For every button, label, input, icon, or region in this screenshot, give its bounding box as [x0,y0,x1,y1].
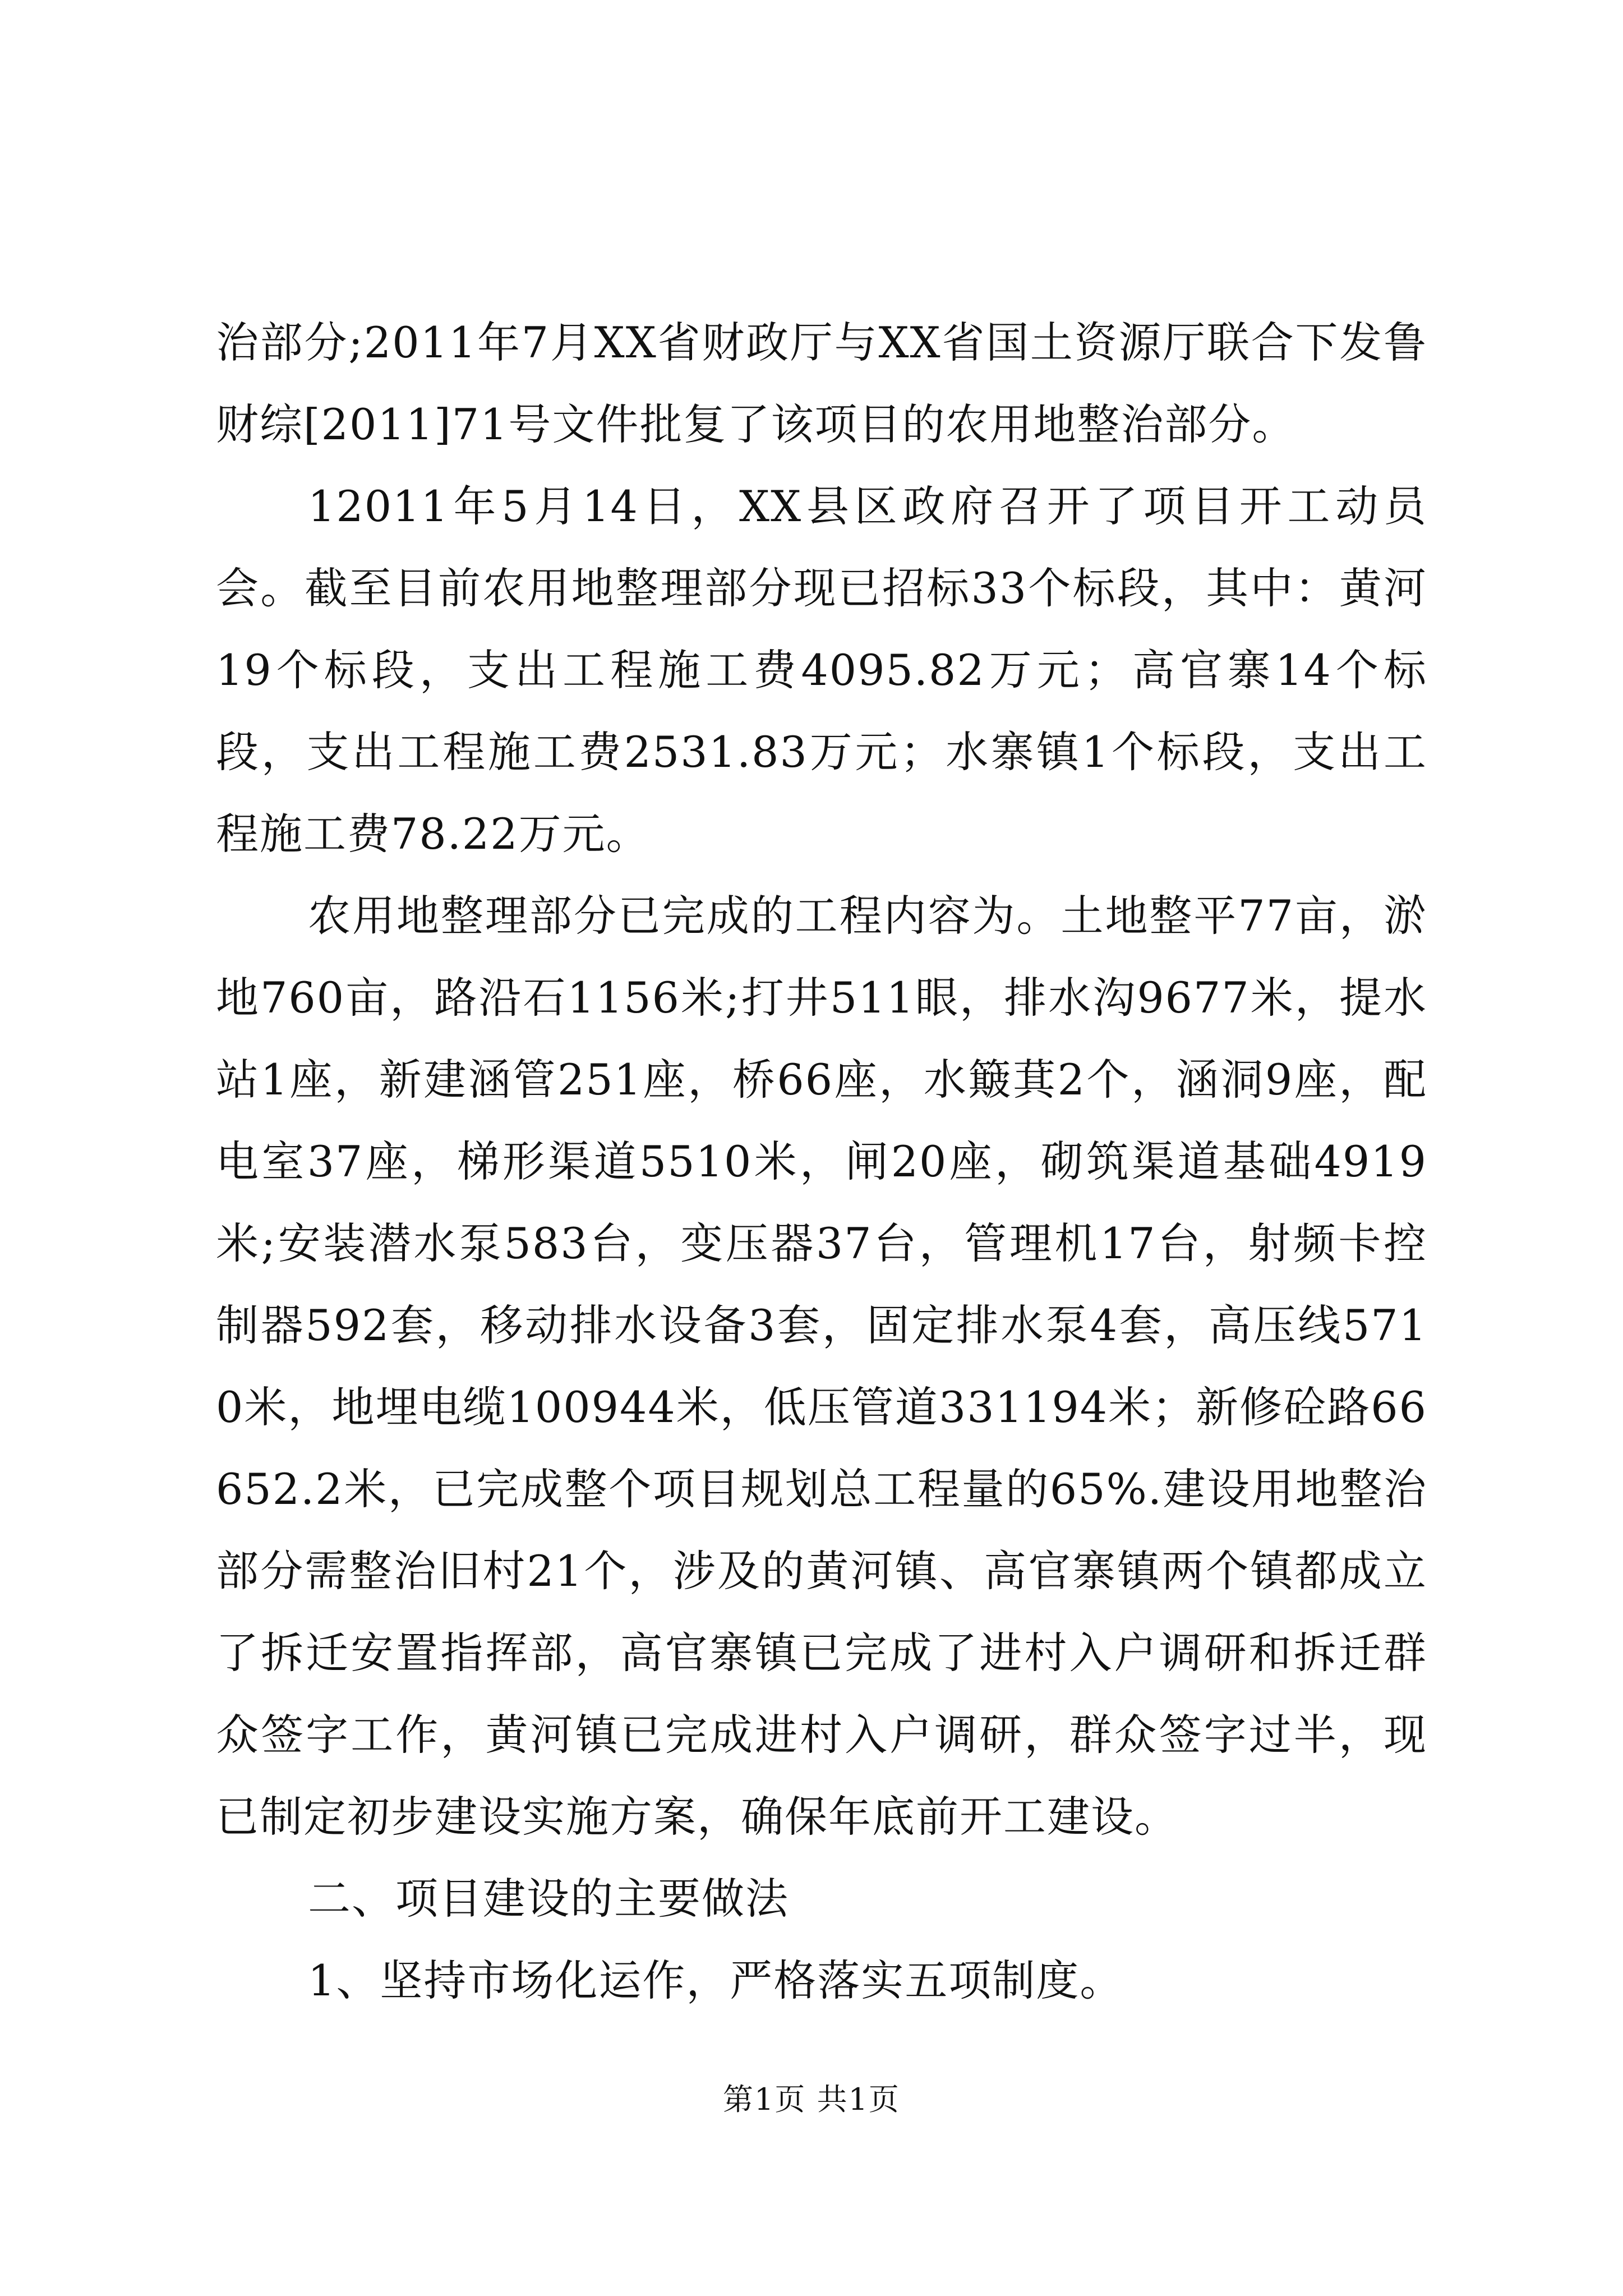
paragraph-groundbreaking-and-bids: 12011年5月14日，XX县区政府召开了项目开工动员会。截至目前农用地整理部分现已招标33个标段，其中：黄河19个标段，支出工程施工费4095.82万元；高官寨14个标段，支出工程施工费2531.83万元；水寨镇1个标段，支出工程施工费78.22万元。 [216,481,1427,859]
paragraph-completed-works: 农用地整理部分已完成的工程内容为。土地整平77亩，淤地760亩，路沿石1156米;打井511眼，排水沟9677米，提水站1座，新建涵管251座，桥66座，水簸萁2个，涵洞9座，配电室37座，梯形渠道5510米，闸20座，砌筑渠道基础4919米;安装潜水泵583台，变压器37台，管理机17台，射频卡控制器592套，移动排水设备3套，固定排水泵4套，高压线5710米，地埋电缆100944米，低压管道331194米；新修砼路66652.2米，已完成整个项目规划总工程量的65%.建设用地整治部分需整治旧村21个，涉及的黄河镇、高官寨镇两个镇都成立了拆迁安置指挥部，高官寨镇已完成了进村入户调研和拆迁群众签字工作，黄河镇已完成进村入户调研，群众签字过半，现已制定初步建设实施方案，确保年底前开工建设。 [216,891,1427,1842]
page-number-label: 第1页 共1页 [723,2082,900,2117]
paragraph-continuation: 治部分;2011年7月XX省财政厅与XX省国土资源厅联合下发鲁财综[2011]71号文件批复了该项目的农用地整治部分。 [216,318,1427,449]
subsection-heading-market-operation: 1、坚持市场化运作，严格落实五项制度。 [308,1955,1124,2005]
page-footer [0,2080,1623,2119]
section-heading-main-practices: 二、项目建设的主要做法 [308,1874,789,1924]
document-body [216,302,1427,2022]
